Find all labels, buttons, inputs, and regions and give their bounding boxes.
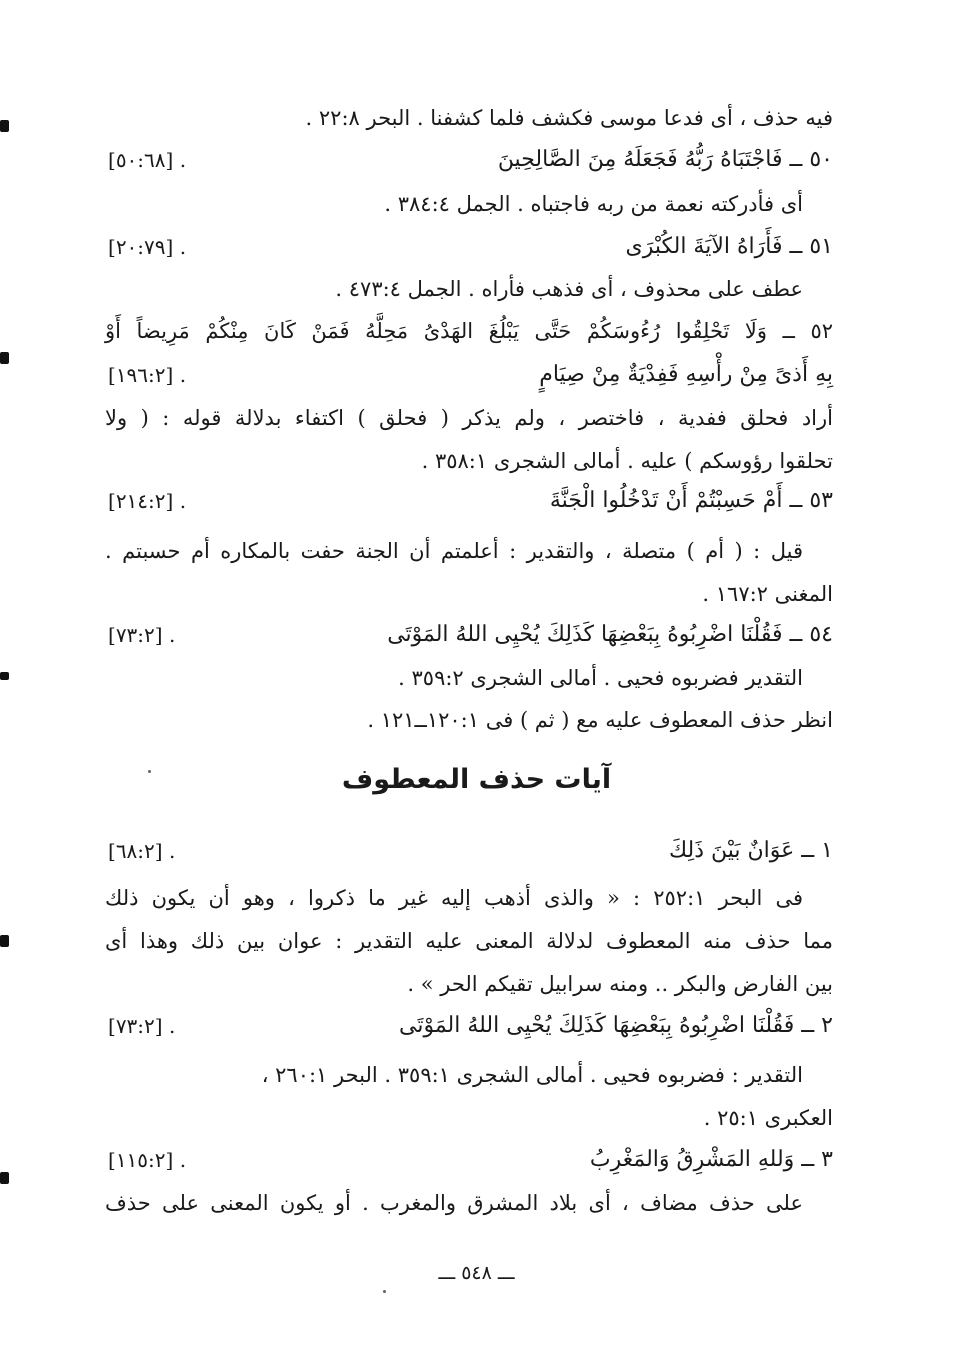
verse-line: ٣ ــ وَللهِ المَشْرِقُ وَالمَغْرِبُ bbox=[589, 1147, 833, 1172]
text-line: مما حذف منه المعطوف لدلالة المعنى عليه التقدير : عوان بين ذلك وهذا أى bbox=[105, 929, 833, 953]
text-line: العكبرى ٢٥:١ . bbox=[703, 1106, 833, 1130]
text-line: انظر حذف المعطوف عليه مع ( ثم ) فى ١٢٠:١ــ١٢١ . bbox=[367, 708, 833, 732]
scan-mark bbox=[0, 672, 9, 680]
verse-line: بِهِ أَذىً مِنْ رأْسِهِ فَفِدْيَةٌ مِنْ صِيَامٍ bbox=[539, 362, 833, 387]
text-line: التقدير فضربوه فحيى . أمالى الشجرى ٣٥٩:٢ . bbox=[398, 666, 803, 690]
page-number: ـــ ٥٤٨ ـــ bbox=[438, 1262, 515, 1284]
verse-line: ٥٤ ــ فَقُلْنَا اضْرِبُوهُ بِبَعْضِهَا كَذَلِكَ يُحْيِى اللهُ المَوْتَى bbox=[387, 622, 833, 647]
verse-reference: [٥٠:٦٨] . bbox=[108, 148, 187, 172]
verse-line: ٥٢ ــ وَلَا تَحْلِقُوا رُءُوسَكُمْ حَتَّى يَبْلُغَ الهَدْىُ مَحِلَّهُ فَمَنْ كَانَ مِنْكُمْ مَرِيضاً أَوْ bbox=[105, 319, 833, 343]
text-line: أى فأدركته نعمة من ربه فاجتباه . الجمل ٣٨٤:٤ . bbox=[384, 192, 803, 216]
text-line: عطف على محذوف ، أى فذهب فأراه . الجمل ٤٧٣:٤ . bbox=[335, 277, 803, 301]
verse-reference: [٢٠:٧٩] . bbox=[108, 235, 187, 259]
section-heading: آيات حذف المعطوف bbox=[341, 764, 612, 795]
verse-reference: [٧٣:٢] . bbox=[108, 623, 176, 647]
scan-speck bbox=[148, 770, 151, 773]
verse-reference: [٦٨:٢] . bbox=[108, 839, 176, 863]
scan-speck bbox=[383, 1290, 386, 1293]
scan-mark bbox=[0, 120, 9, 132]
verse-reference: [٧٣:٢] . bbox=[108, 1014, 176, 1038]
verse-reference: [٢١٤:٢] . bbox=[108, 489, 187, 513]
verse-line: ٢ ــ فَقُلْنَا اضْرِبُوهُ بِبَعْضِهَا كَذَلِكَ يُحْيِى اللهُ المَوْتَى bbox=[399, 1013, 833, 1038]
verse-line: ٥٣ ــ أَمْ حَسِبْتُمْ أَنْ تَدْخُلُوا الْجَنَّةَ bbox=[549, 488, 833, 513]
scan-mark bbox=[0, 352, 9, 364]
text-line: فيه حذف ، أى فدعا موسى فكشف فلما كشفنا . البحر ٢٢:٨ . bbox=[305, 106, 833, 130]
text-line: تحلقوا رؤوسكم ) عليه . أمالى الشجرى ٣٥٨:١ . bbox=[421, 449, 833, 473]
text-line: فى البحر ٢٥٢:١ : « والذى أذهب إليه غير ما ذكروا ، وهو أن يكون ذلك bbox=[105, 886, 804, 910]
verse-line: ١ ــ عَوَانٌ بَيْنَ ذَلِكَ bbox=[668, 838, 833, 863]
verse-line: ٥٠ ــ فَاجْتَبَاهُ رَبُّهُ فَجَعَلَهُ مِنَ الصَّالِحِينَ bbox=[497, 147, 833, 172]
text-line: بين الفارض والبكر .. ومنه سرابيل تقيكم الحر » . bbox=[407, 972, 833, 996]
text-line: المغنى ١٦٧:٢ . bbox=[702, 582, 833, 606]
text-line: التقدير : فضربوه فحيى . أمالى الشجرى ٣٥٩:١ . البحر ٢٦٠:١ ، bbox=[261, 1063, 803, 1087]
scan-mark bbox=[0, 1172, 9, 1184]
scan-mark bbox=[0, 935, 9, 947]
text-line: قيل : ( أم ) متصلة ، والتقدير : أعلمتم أن الجنة حفت بالمكاره أم حسبتم . bbox=[105, 539, 803, 563]
verse-reference: [١١٥:٢] . bbox=[108, 1148, 187, 1172]
verse-reference: [١٩٦:٢] . bbox=[108, 363, 187, 387]
verse-line: ٥١ ــ فَأَرَاهُ الآيَةَ الكُبْرَى bbox=[625, 234, 833, 259]
text-line: أراد فحلق ففدية ، فاختصر ، ولم يذكر ( فحلق ) اكتفاء بدلالة قوله : ( ولا bbox=[105, 406, 833, 430]
text-line: على حذف مضاف ، أى بلاد المشرق والمغرب . أو يكون المعنى على حذف bbox=[105, 1191, 803, 1215]
